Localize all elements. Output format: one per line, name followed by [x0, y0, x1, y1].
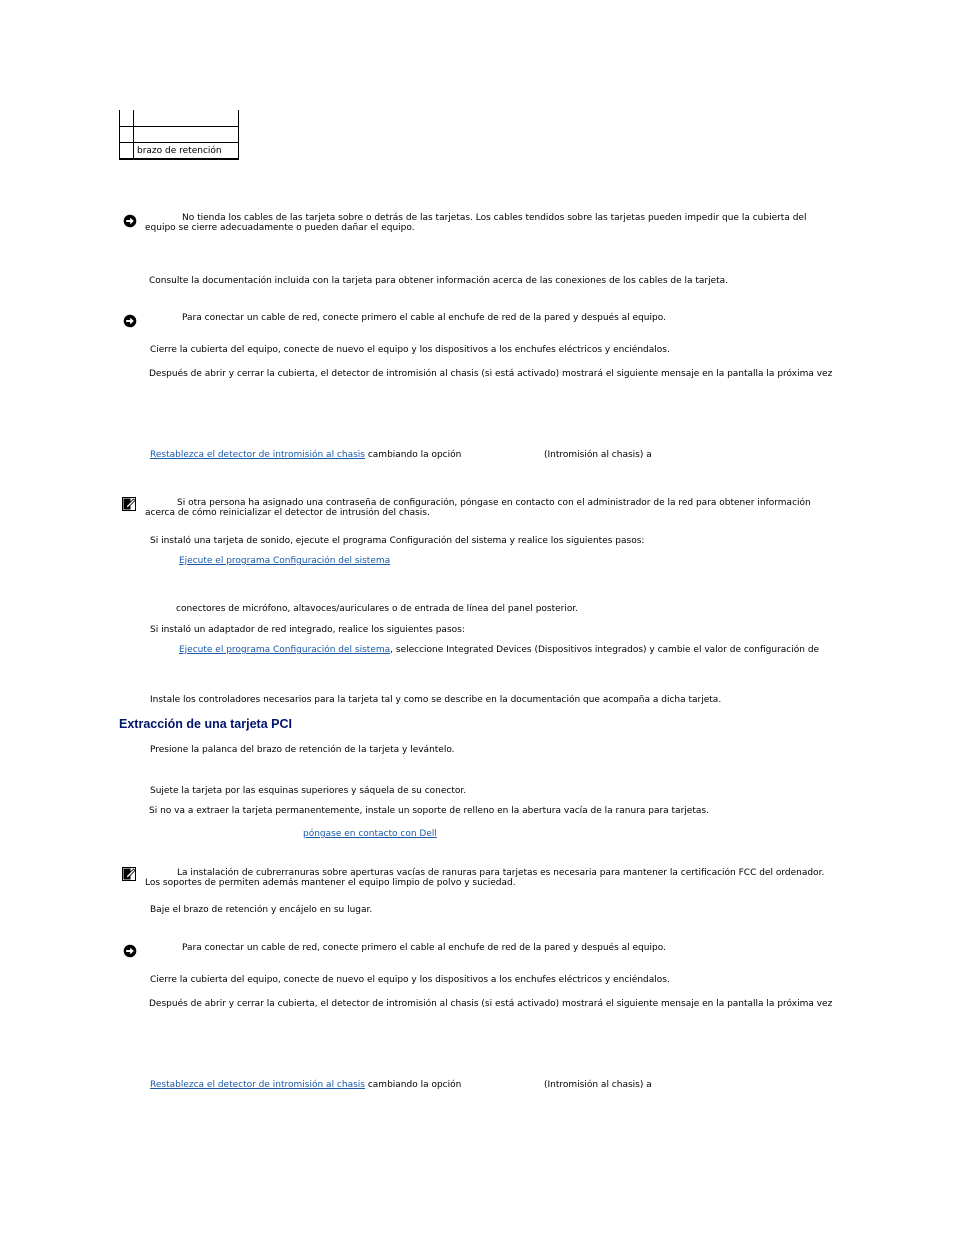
table-cell-label: brazo de retención	[134, 143, 239, 160]
table-row	[120, 127, 239, 143]
table-cell-number	[120, 110, 134, 127]
instruction-text: Si instaló una tarjeta de sonido, ejecute el programa Configuración del sistema y realice los siguientes pasos:	[150, 536, 645, 546]
instruction-text: Cierre la cubierta del equipo, conecte de nuevo el equipo y los dispositivos a los enchufes eléctricos y enciéndalos.	[150, 975, 670, 985]
reset-text-suffix: (Intromisión al chasis) a	[544, 450, 652, 460]
notice-text: Para conectar un cable de red, conecte primero el cable al enchufe de red de la pared y después al equipo.	[182, 313, 666, 323]
reset-intrusion-link[interactable]: Restablezca el detector de intromisión al chasis	[150, 450, 365, 460]
instruction-text: Instale los controladores necesarios para la tarjeta tal y como se describe en la documentación que acompaña a dicha tarjeta.	[150, 695, 722, 705]
instruction-text: Baje el brazo de retención y encájelo en su lugar.	[150, 905, 373, 915]
instruction-text: Consulte la documentación incluida con la tarjeta para obtener información acerca de las conexiones de los cables de la tarjeta.	[149, 276, 729, 286]
note-icon	[122, 867, 136, 881]
instruction-text: Después de abrir y cerrar la cubierta, el detector de intromisión al chasis (si está activado) mostrará el siguiente mensaje en la pantalla la próxima vez	[149, 999, 833, 1009]
instruction-text: Si no va a extraer la tarjeta permanentemente, instale un soporte de relleno en la abertura vacía de la ranura para tarjetas.	[149, 806, 709, 816]
system-setup-link[interactable]: Ejecute el programa Configuración del sistema	[179, 556, 391, 566]
note-icon	[122, 497, 136, 511]
note-text: Si otra persona ha asignado una contraseña de configuración, póngase en contacto con el administrador de la red para obtener información acerca de cómo reinicializar el detector de intrusión del chasis.	[145, 498, 811, 518]
reset-text: cambiando la opción	[364, 450, 462, 460]
reset-intrusion-link[interactable]: Restablezca el detector de intromisión al chasis	[150, 1080, 365, 1090]
instruction-text: conectores de micrófono, altavoces/auriculares o de entrada de línea del panel posterior.	[176, 604, 579, 614]
instruction-text: Sujete la tarjeta por las esquinas superiores y sáquela de su conector.	[150, 786, 467, 796]
notice-text: No tienda los cables de las tarjeta sobre o detrás de las tarjetas. Los cables tendidos sobre las tarjetas pueden impedir que la cubierta del equipo se cierre adecuadamente o pueden dañar el equipo.	[145, 213, 807, 233]
parts-table	[119, 110, 239, 160]
system-setup-link[interactable]: Ejecute el programa Configuración del sistema	[179, 645, 391, 655]
instruction-text: Si instaló un adaptador de red integrado, realice los siguientes pasos:	[150, 625, 465, 635]
contact-dell-link[interactable]: póngase en contacto con Dell	[303, 829, 437, 839]
instruction-text: Presione la palanca del brazo de retención de la tarjeta y levántelo.	[150, 745, 455, 755]
reset-line	[150, 1080, 461, 1090]
table-cell-label	[134, 110, 239, 127]
instruction-text: Después de abrir y cerrar la cubierta, el detector de intromisión al chasis (si está activado) mostrará el siguiente mensaje en la pantalla la próxima vez	[149, 369, 833, 379]
notice-icon	[123, 314, 137, 328]
table-row	[120, 110, 239, 127]
reset-line	[150, 450, 461, 460]
note-text: La instalación de cubrerranuras sobre aperturas vacías de ranuras para tarjetas es necesaria para mantener la certificación FCC del ordenador. Los soportes de permiten además mantener el equipo limpio de polvo y suciedad.	[145, 868, 825, 888]
notice-icon	[123, 944, 137, 958]
notice-text: Para conectar un cable de red, conecte primero el cable al enchufe de red de la pared y después al equipo.	[182, 943, 666, 953]
notice-icon	[123, 214, 137, 228]
reset-text: cambiando la opción	[364, 1080, 462, 1090]
setup-line	[179, 645, 819, 655]
table-cell-number	[120, 143, 134, 160]
section-heading: Extracción de una tarjeta PCI	[119, 717, 292, 731]
setup-line-text: , seleccione Integrated Devices (Dispositivos integrados) y cambie el valor de configuración de	[390, 645, 820, 655]
instruction-text: Cierre la cubierta del equipo, conecte de nuevo el equipo y los dispositivos a los enchufes eléctricos y enciéndalos.	[150, 345, 670, 355]
table-cell-number	[120, 127, 134, 143]
reset-text-suffix: (Intromisión al chasis) a	[544, 1080, 652, 1090]
table-cell-label	[134, 127, 239, 143]
table-row	[120, 143, 239, 160]
